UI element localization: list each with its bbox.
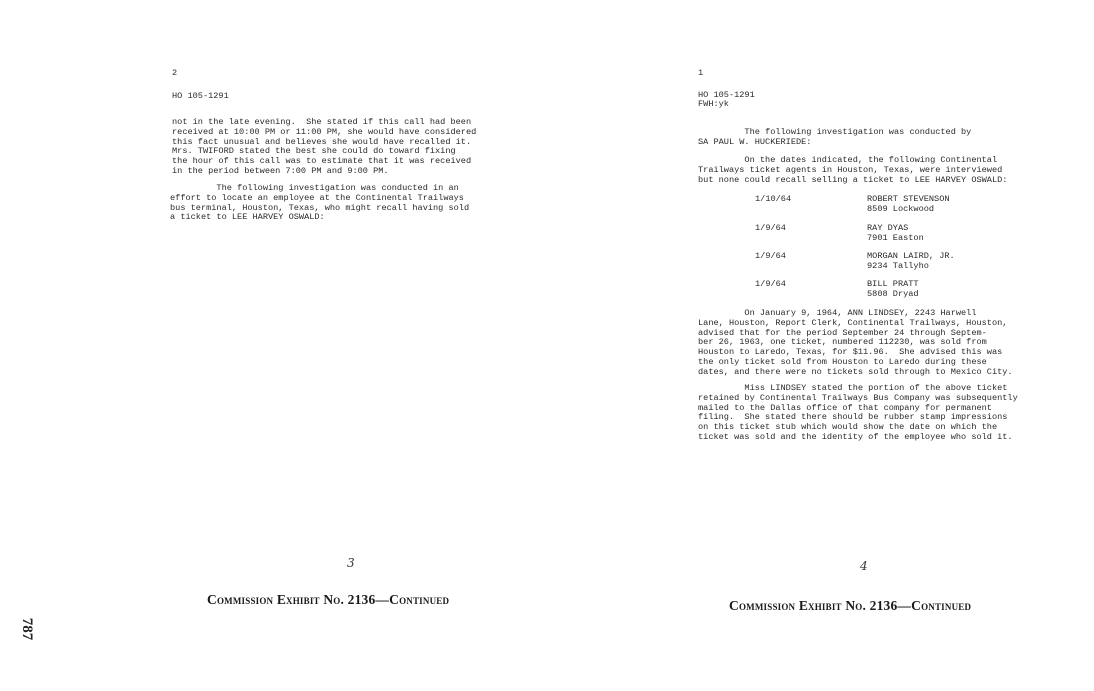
left-page-number: 2	[172, 68, 178, 78]
right-paragraph-1: On the dates indicated, the following Continental Trailways ticket agents in Houston, Texas, were interviewed but none could recall selling a ticket to LEE HARVEY OSWALD:	[698, 155, 1008, 185]
left-handwritten-number: 3	[347, 556, 355, 570]
left-file-number: HO 105-1291	[172, 91, 229, 101]
agent-name: ROBERT STEVENSON	[867, 194, 950, 204]
volume-page-number: 787	[19, 617, 35, 641]
agent-address: 7901 Easton	[867, 233, 924, 243]
agent-date: 1/9/64	[755, 279, 786, 289]
right-file-number: HO 105-1291	[698, 90, 755, 100]
right-intro: The following investigation was conducted by SA PAUL W. HUCKERIEDE:	[698, 127, 972, 147]
left-paragraph-2: The following investigation was conducted in an effort to locate an employee at the Continental Trailways bus terminal, Houston, Texas, who might recall having sold a ticket to LEE HARVEY OSWALD:	[170, 183, 470, 223]
right-paragraph-2: On January 9, 1964, ANN LINDSEY, 2243 Harwell Lane, Houston, Report Clerk, Continental Trailways, Houston, advised that for the period September 24 through Septem- ber 26, 1963, one ticket, numbered 112230, was sold from Houston to Laredo, Texas, for $11.96. She advised this was the only ticket sold from Houston to Laredo during these dates, and there were no tickets sold through to Mexico City.	[698, 308, 1013, 377]
agent-name: RAY DYAS	[867, 223, 909, 233]
agent-address: 9234 Tallyho	[867, 261, 929, 271]
right-initials: FWH:yk	[698, 99, 729, 109]
right-handwritten-number: 4	[860, 559, 868, 573]
agent-address: 5808 Dryad	[867, 289, 919, 299]
agent-name: MORGAN LAIRD, JR.	[867, 251, 955, 261]
left-paragraph-1: not in the late evening. She stated if this call had been received at 10:00 PM or 11:00 PM, she would have considered this fact unusual and believes she would have recalled it. Mrs. TWIFORD stated the best she could do toward fixing the hour of this call was to estimate that it was received in the period between 7:00 PM and 9:00 PM.	[172, 117, 477, 176]
agent-name: BILL PRATT	[867, 279, 919, 289]
agent-address: 8509 Lockwood	[867, 204, 935, 214]
agent-date: 1/9/64	[755, 223, 786, 233]
right-exhibit-caption: Commission Exhibit No. 2136—Continued	[729, 598, 972, 613]
agent-date: 1/9/64	[755, 251, 786, 261]
right-page-number: 1	[698, 68, 704, 78]
left-exhibit-caption: Commission Exhibit No. 2136—Continued	[207, 592, 450, 607]
right-paragraph-3: Miss LINDSEY stated the portion of the above ticket retained by Continental Trailways Bus Company was subsequently mailed to the Dallas office of that company for permanent filing. She stated there should be rubber stamp impressions on this ticket stub which would show the date on which the ticket was sold and the identity of the employee who sold it.	[698, 383, 1018, 442]
agent-date: 1/10/64	[755, 194, 792, 204]
